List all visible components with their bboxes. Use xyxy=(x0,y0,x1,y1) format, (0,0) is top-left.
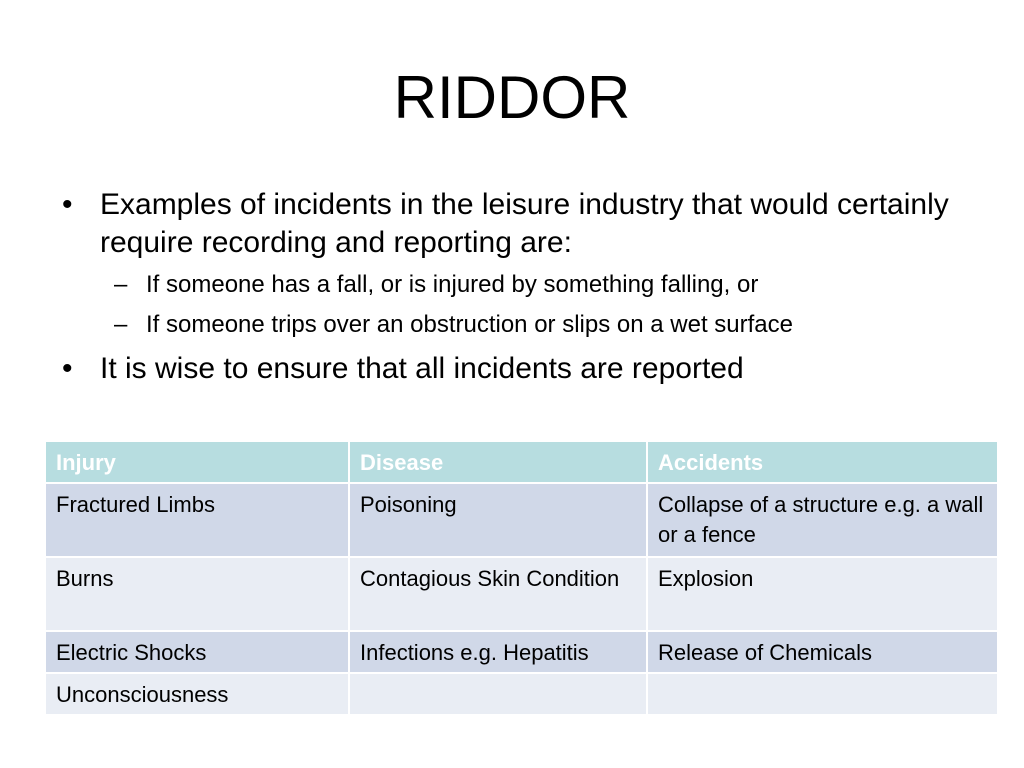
table-cell: Infections e.g. Hepatitis xyxy=(349,631,647,673)
table-row xyxy=(45,557,998,631)
table-cell xyxy=(349,673,647,715)
header-disease: Disease xyxy=(349,441,647,483)
bullet-text: Examples of incidents in the leisure industry that would certainly require recording and reporting are: xyxy=(100,188,949,259)
dash-icon: – xyxy=(114,311,128,338)
bullet-dot-icon: • xyxy=(62,352,73,385)
table-cell: Unconsciousness xyxy=(45,673,349,715)
table-cell: Fractured Limbs xyxy=(45,483,349,557)
incident-table xyxy=(44,440,999,716)
bullet-dot-icon: • xyxy=(62,188,73,221)
bullet-item xyxy=(58,350,978,388)
table-cell: Collapse of a structure e.g. a wall or a fence xyxy=(647,483,998,557)
bullet-list xyxy=(58,186,978,388)
table-cell: Burns xyxy=(45,557,349,631)
table-row xyxy=(45,631,998,673)
table-cell: Release of Chemicals xyxy=(647,631,998,673)
table-cell: Contagious Skin Condition xyxy=(349,557,647,631)
dash-icon: – xyxy=(114,271,128,298)
header-injury: Injury xyxy=(45,441,349,483)
table-cell: Poisoning xyxy=(349,483,647,557)
header-accidents: Accidents xyxy=(647,441,998,483)
table-cell: Electric Shocks xyxy=(45,631,349,673)
sub-bullet-item xyxy=(114,310,978,340)
table-row xyxy=(45,673,998,715)
sub-bullet-text: If someone has a fall, or is injured by something falling, or xyxy=(146,271,759,298)
table-cell: Explosion xyxy=(647,557,998,631)
bullet-item xyxy=(58,186,978,262)
table-header-row xyxy=(45,441,998,483)
table-cell xyxy=(647,673,998,715)
bullet-text: It is wise to ensure that all incidents are reported xyxy=(100,352,744,385)
table-row xyxy=(45,483,998,557)
sub-bullet-text: If someone trips over an obstruction or slips on a wet surface xyxy=(146,311,793,338)
slide-title: RIDDOR xyxy=(393,64,631,131)
sub-bullet-item xyxy=(114,270,978,300)
